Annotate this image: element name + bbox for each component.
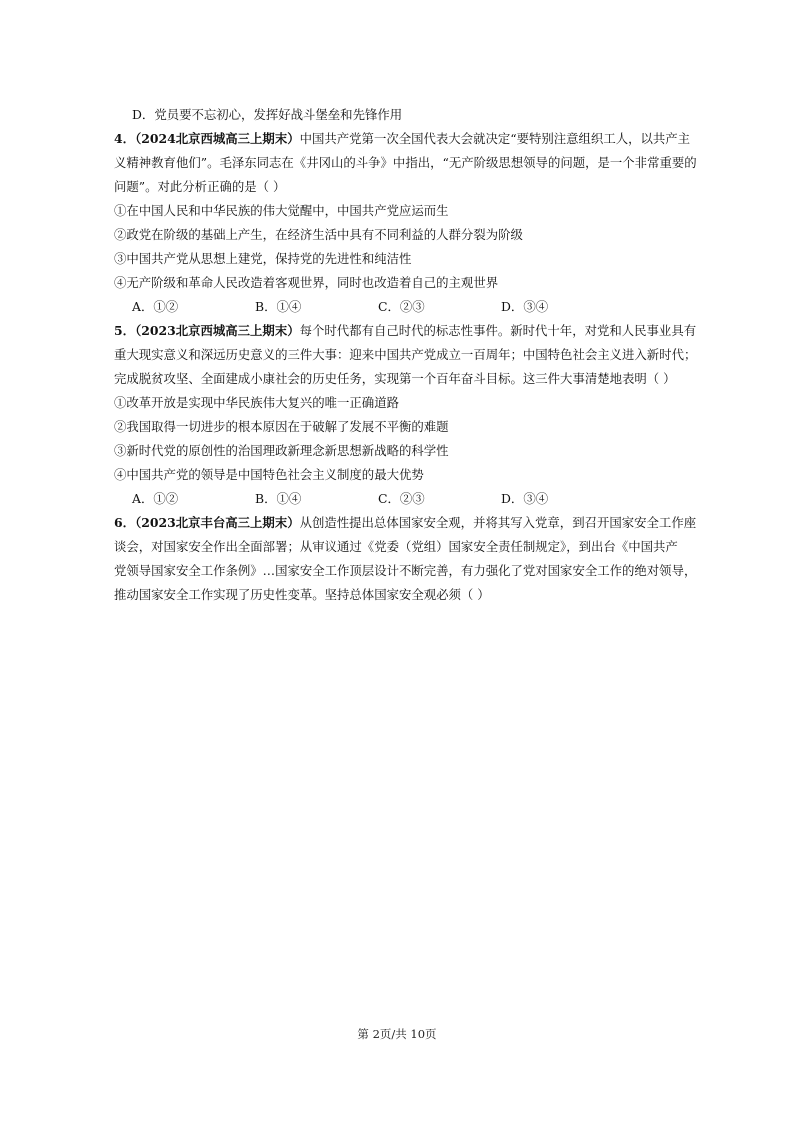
option-d: D．③④ (501, 491, 549, 506)
option-a: A．①② (132, 491, 179, 506)
statement-1: ①在中国人民和中华民族的伟大觉醒中，中国共产党应运而生 (114, 203, 449, 218)
answer-options (114, 487, 704, 511)
question-stem-line: 党领导国家安全工作条例》…国家安全工作顶层设计不断完善，有力强化了党对国家安全工作的绝对领导， (114, 563, 697, 578)
question-number: 6． (114, 515, 136, 530)
carry-over-option: D．党员要不忘初心，发挥好战斗堡垒和先锋作用 (132, 107, 403, 122)
question-number: 5． (114, 323, 136, 338)
question-4 (114, 127, 704, 319)
question-6 (114, 511, 704, 607)
statement-1: ①改革开放是实现中华民族伟大复兴的唯一正确道路 (114, 395, 399, 410)
question-stem-line (114, 511, 704, 535)
statement-2: ②我国取得一切进步的根本原因在于破解了发展不平衡的难题 (114, 419, 449, 434)
question-stem-line: 推动国家安全工作实现了历史性变革。坚持总体国家安全观必须（ ） (114, 587, 490, 602)
question-stem-line: 重大现实意义和深远历史意义的三件大事：迎来中国共产党成立一百周年；中国特色社会主义进入新时代； (114, 347, 697, 362)
question-stem-line: 义精神教育他们”。毛泽东同志在《井冈山的斗争》中指出，“无产阶级思想领导的问题，是一个非常重要的 (114, 155, 697, 170)
statement-3: ③新时代党的原创性的治国理政新理念新思想新战略的科学性 (114, 443, 449, 458)
question-stem-line (114, 319, 704, 343)
question-5 (114, 319, 704, 511)
option-d: D．③④ (501, 299, 549, 314)
page-content (114, 103, 704, 607)
option-b: B．①④ (255, 491, 302, 506)
question-source: （2023北京丰台高三上期末） (135, 515, 300, 530)
question-stem-line: 问题”。对此分析正确的是（ ） (114, 179, 286, 194)
option-a: A．①② (132, 299, 179, 314)
statement-3: ③中国共产党从思想上建党，保持党的先进性和纯洁性 (114, 251, 412, 266)
option-c: C．②③ (378, 491, 425, 506)
answer-options (114, 295, 704, 319)
page-footer: 第 2页/共 10页 (357, 1027, 437, 1041)
question-stem-line: 完成脱贫攻坚、全面建成小康社会的历史任务，实现第一个百年奋斗目标。这三件大事清楚地表明（ ） (114, 371, 676, 386)
question-stem-text: 中国共产党第一次全国代表大会就决定“要特别注意组织工人，以共产主 (299, 131, 691, 146)
question-stem-line: 谈会，对国家安全作出全面部署；从审议通过《党委（党组）国家安全责任制规定》，到出台《中国共产 (114, 539, 678, 554)
option-c: C．②③ (378, 299, 425, 314)
question-stem-text: 从创造性提出总体国家安全观，并将其写入党章，到召开国家安全工作座 (299, 515, 697, 530)
question-source: （2023北京西城高三上期末） (135, 323, 300, 338)
statement-2: ②政党在阶级的基础上产生，在经济生活中具有不同利益的人群分裂为阶级 (114, 227, 523, 242)
statement-4: ④无产阶级和革命人民改造着客观世界，同时也改造着自己的主观世界 (114, 275, 499, 290)
statement-4: ④中国共产党的领导是中国特色社会主义制度的最大优势 (114, 467, 424, 482)
question-stem-text: 每个时代都有自己时代的标志性事件。新时代十年，对党和人民事业具有 (299, 323, 697, 338)
question-stem-line (114, 127, 704, 151)
option-b: B．①④ (255, 299, 302, 314)
question-number: 4． (114, 131, 136, 146)
question-source: （2024北京西城高三上期末） (135, 131, 300, 146)
